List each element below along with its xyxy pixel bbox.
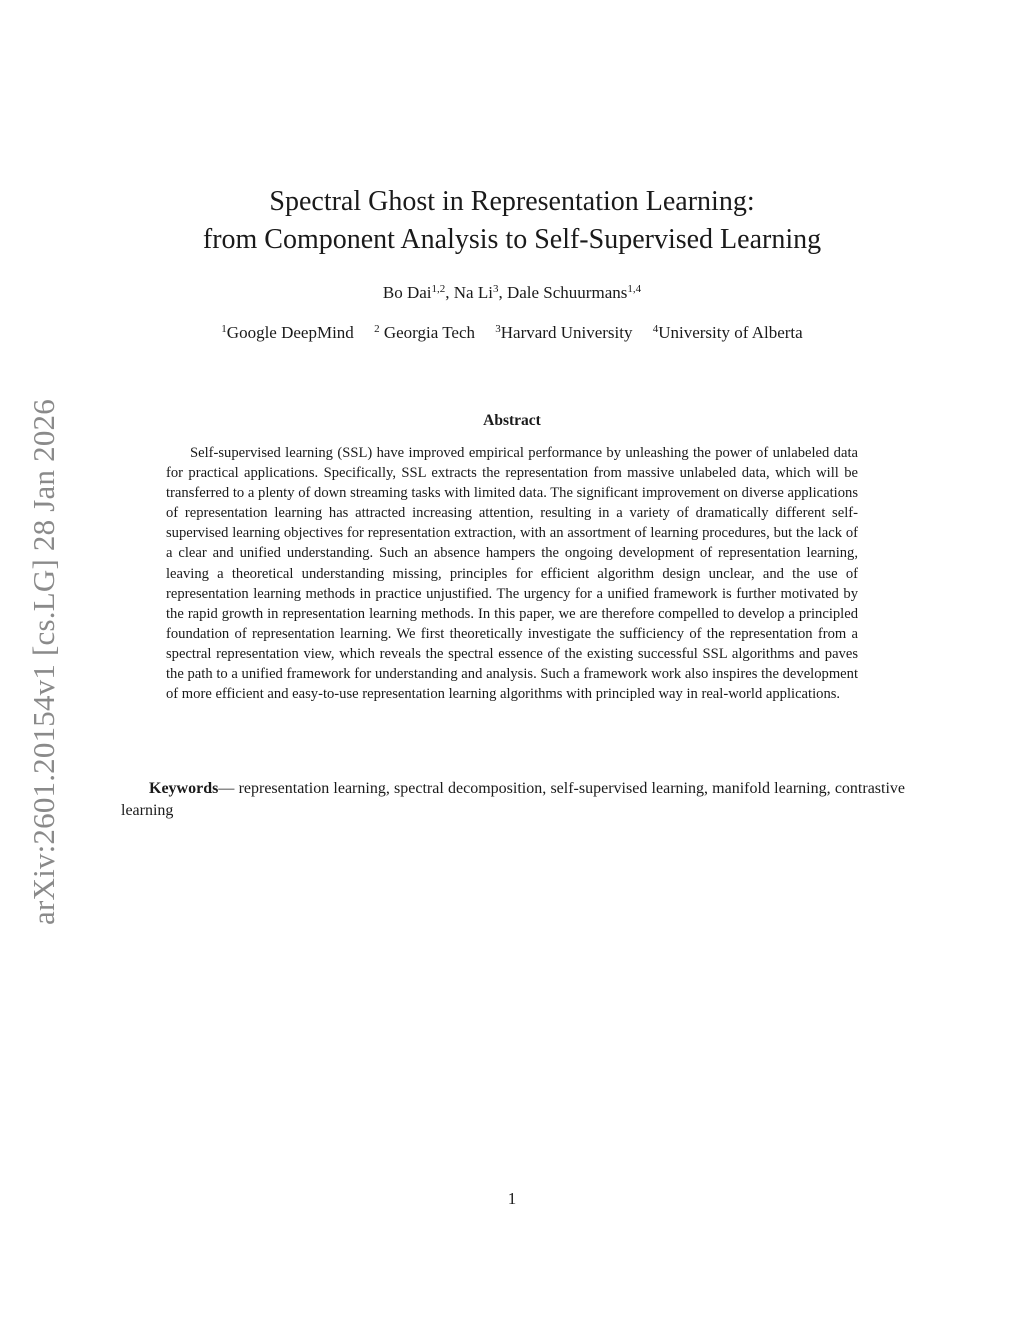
keywords-paragraph: [121, 778, 905, 822]
paper-title: [0, 183, 1024, 259]
author-affiliation-mark: 1,2: [431, 283, 446, 295]
paper-title-line-1: Spectral Ghost in Representation Learning:: [269, 186, 755, 217]
affiliation-mark: 2: [374, 323, 380, 335]
affiliation-item: [653, 323, 803, 342]
affiliation-item: [221, 323, 354, 342]
author-separator: ,: [498, 283, 507, 302]
keywords-dash: —: [218, 780, 239, 797]
abstract-text: Self-supervised learning (SSL) have improved empirical performance by unleashing the power of unlabeled data for practical applications. Specifically, SSL extracts the representation from massive unlabeled data, which will be transferred to a plenty of down streaming tasks with limited data. The significant improvement on diverse applications of representation learning has attracted increasing attention, resulting in a variety of dramatically different self-supervised learning objectives for representation extraction, with an assortment of learning procedures, but the lack of a clear and unified understanding. Such an absence hampers the ongoing development of representation learning, leaving a theoretical understanding missing, principles for efficient algorithm design unclear, and the use of representation learning methods in practice unjustified. The urgency for a unified framework is further motivated by the rapid growth in representation learning methods. In this paper, we are therefore compelled to develop a principled foundation of representation learning. We first theoretically investigate the sufficiency of the representation from a spectral representation view, which reveals the spectral essence of the existing successful SSL algorithms and paves the path to a unified framework for understanding and analysis. Such a framework work also inspires the development of more efficient and easy-to-use representation learning algorithms with principled way in real-world applications.: [166, 445, 858, 703]
keywords-label: Keywords: [149, 780, 219, 797]
affiliation-name: Georgia Tech: [379, 323, 475, 342]
author-list: [0, 283, 1024, 303]
affiliation-name: Harvard University: [500, 323, 633, 342]
abstract-heading: Abstract: [483, 412, 541, 429]
affiliation-name: Google DeepMind: [226, 323, 354, 342]
author-affiliation-mark: 3: [492, 283, 499, 295]
affiliation-mark: 4: [652, 323, 659, 335]
affiliation-item: [374, 323, 475, 342]
affiliation-mark: 1: [221, 323, 227, 335]
affiliation-list: [0, 323, 1024, 343]
author-name: Na Li: [453, 283, 493, 302]
author-affiliation-mark: 1,4: [627, 283, 642, 295]
affiliation-item: [495, 323, 632, 342]
page-number: 1: [507, 1189, 517, 1208]
author-name: Dale Schuurmans: [506, 283, 628, 302]
keywords-text: representation learning, spectral decomposition, self-supervised learning, manifold learning, contrastive learning: [121, 780, 906, 819]
paper-title-line-2: from Component Analysis to Self-Supervised Learning: [202, 224, 822, 255]
author-name: Bo Dai: [382, 283, 432, 302]
affiliation-mark: 3: [495, 323, 501, 335]
arxiv-identifier-stamp: arXiv:2601.20154v1 [cs.LG] 28 Jan 2026: [26, 399, 61, 925]
affiliation-name: University of Alberta: [658, 323, 803, 342]
author-separator: ,: [445, 283, 454, 302]
